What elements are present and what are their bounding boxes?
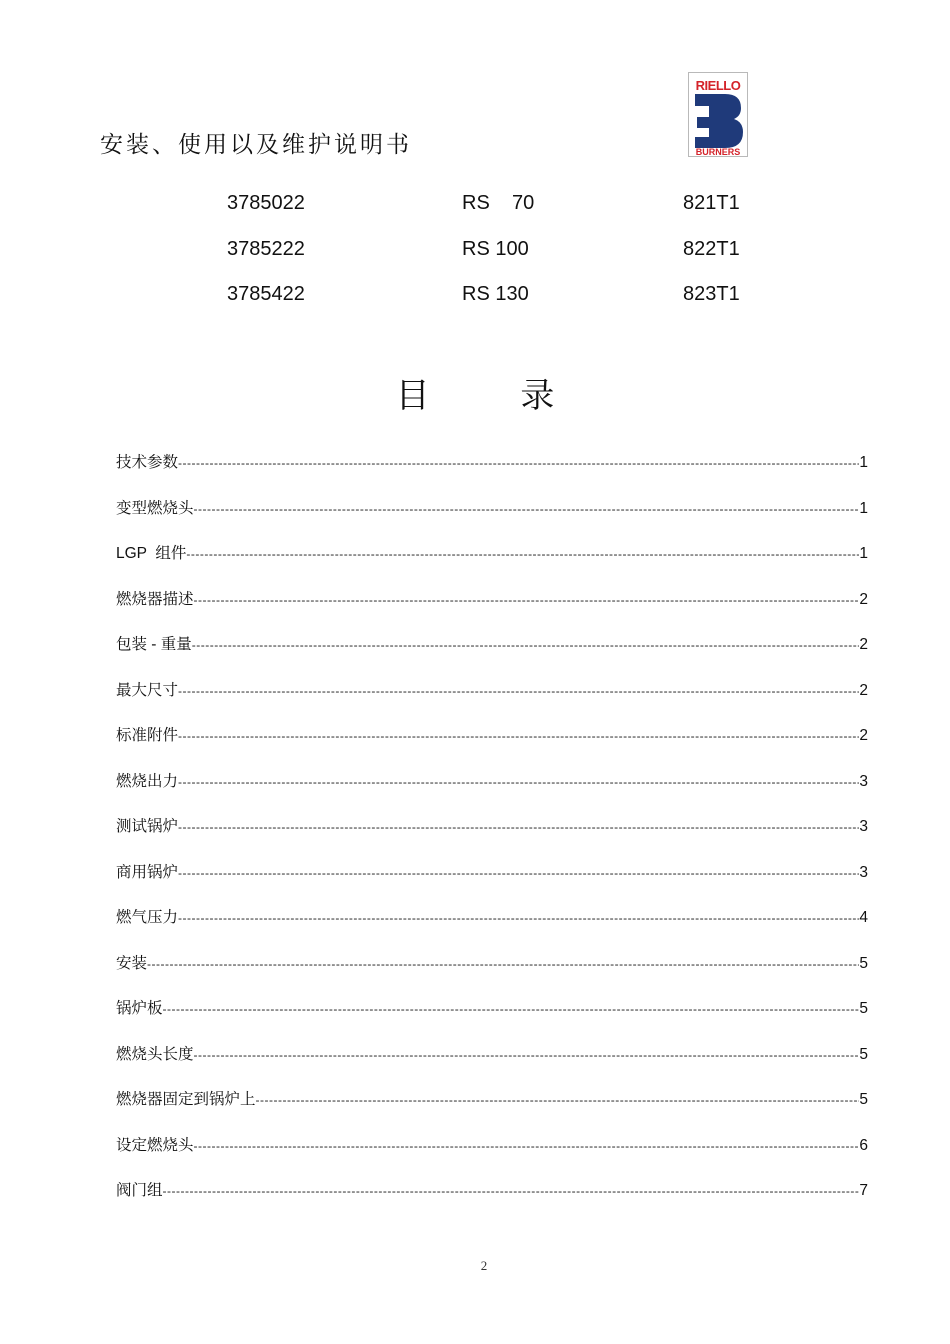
- toc-leader: [194, 593, 860, 607]
- toc-leader: [194, 1048, 860, 1062]
- model-type: 823T1: [683, 283, 740, 305]
- model-row: [0, 283, 950, 329]
- toc-entry-label: 燃烧器固定到锅炉上: [116, 1091, 256, 1108]
- toc-entry[interactable]: [116, 814, 868, 860]
- toc-leader: [178, 820, 859, 834]
- toc-entry-label: 最大尺寸: [116, 681, 179, 699]
- toc-entry-label: 锅炉板: [116, 1000, 163, 1017]
- toc-entry-label: 燃烧头长度: [116, 1045, 194, 1063]
- toc-entry-page: 6: [859, 1136, 868, 1154]
- toc-entry-page: 5: [859, 1091, 868, 1108]
- model-table: [0, 192, 950, 329]
- toc-entry[interactable]: [116, 496, 868, 542]
- toc-entry[interactable]: [116, 1042, 868, 1088]
- toc-entry-page: 7: [859, 1182, 868, 1199]
- toc-leader: [194, 502, 860, 516]
- model-type: 822T1: [683, 237, 740, 260]
- toc-entry-page: 2: [859, 636, 868, 653]
- toc-entry-page: 3: [859, 863, 868, 881]
- toc-entry[interactable]: [116, 587, 868, 633]
- toc-entry[interactable]: [116, 860, 868, 906]
- toc-leader: [178, 775, 859, 789]
- toc-entry-page: 1: [859, 545, 868, 562]
- toc-leader: [194, 1139, 860, 1153]
- toc-entry-page: 5: [859, 1045, 868, 1063]
- toc-entry[interactable]: [116, 1087, 868, 1133]
- toc-entry-label: 设定燃烧头: [116, 1136, 194, 1154]
- toc-entry[interactable]: [116, 723, 868, 769]
- toc-entry[interactable]: [116, 996, 868, 1042]
- toc-entry-page: 2: [859, 727, 868, 744]
- toc-entry-label: 技术参数: [116, 454, 179, 471]
- toc-entry-label: 安装: [116, 954, 148, 972]
- logo-brand-bottom: BURNERS: [695, 147, 741, 156]
- toc-entry-page: 1: [859, 499, 868, 517]
- toc-leader: [186, 547, 859, 561]
- toc-entry-page: 3: [859, 818, 868, 835]
- toc-leader: [256, 1093, 860, 1107]
- toc-entry-page: 2: [859, 681, 868, 699]
- toc-entry-label: 变型燃烧头: [116, 499, 194, 517]
- toc-entry[interactable]: [116, 632, 868, 678]
- toc-entry[interactable]: [116, 541, 868, 587]
- toc-leader: [178, 684, 859, 698]
- toc-entry-page: 3: [859, 772, 868, 790]
- riello-burners-logo: [688, 72, 748, 157]
- toc-leader: [178, 729, 859, 743]
- toc-heading: 目 录: [395, 376, 555, 416]
- model-name: RS 70: [462, 192, 535, 214]
- table-of-contents: [116, 450, 868, 1224]
- toc-entry-page: 4: [859, 909, 868, 926]
- toc-leader: [178, 866, 859, 880]
- toc-entry[interactable]: [116, 450, 868, 496]
- model-code: 3785222: [227, 237, 305, 260]
- toc-entry-page: 5: [859, 1000, 868, 1017]
- riello-logo-icon: [689, 73, 747, 156]
- document-title: 安装、使用以及维护说明书: [100, 132, 412, 158]
- toc-leader: [147, 957, 859, 971]
- toc-leader: [163, 1184, 860, 1198]
- toc-entry-page: 1: [859, 454, 868, 471]
- toc-entry-label: 商用锅炉: [116, 863, 179, 881]
- model-row: [0, 192, 950, 238]
- toc-entry-label: LGP 组件: [116, 545, 187, 562]
- logo-mark-3: [695, 94, 743, 148]
- logo-brand-top: RIELLO: [695, 78, 741, 93]
- model-name: RS 100: [462, 237, 529, 260]
- model-name: RS 130: [462, 283, 529, 305]
- toc-entry-page: 2: [859, 590, 868, 608]
- model-row: [0, 238, 950, 284]
- model-type: 821T1: [683, 192, 740, 214]
- model-code: 3785422: [227, 283, 305, 305]
- toc-entry-page: 5: [859, 954, 868, 972]
- toc-leader: [192, 638, 860, 652]
- toc-entry[interactable]: [116, 951, 868, 997]
- toc-entry-label: 包装 - 重量: [116, 636, 192, 653]
- page-number: 2: [480, 1258, 488, 1273]
- toc-entry-label: 标准附件: [116, 727, 179, 744]
- toc-entry[interactable]: [116, 678, 868, 724]
- toc-entry[interactable]: [116, 769, 868, 815]
- toc-leader: [178, 911, 859, 925]
- toc-entry[interactable]: [116, 1178, 868, 1224]
- toc-entry[interactable]: [116, 1133, 868, 1179]
- toc-entry[interactable]: [116, 905, 868, 951]
- toc-leader: [178, 456, 859, 470]
- toc-entry-label: 燃烧出力: [116, 772, 179, 790]
- toc-entry-label: 阀门组: [116, 1182, 163, 1199]
- toc-entry-label: 测试锅炉: [116, 818, 179, 835]
- toc-entry-label: 燃气压力: [116, 909, 179, 926]
- model-code: 3785022: [227, 192, 305, 214]
- toc-entry-label: 燃烧器描述: [116, 590, 194, 608]
- toc-leader: [163, 1002, 860, 1016]
